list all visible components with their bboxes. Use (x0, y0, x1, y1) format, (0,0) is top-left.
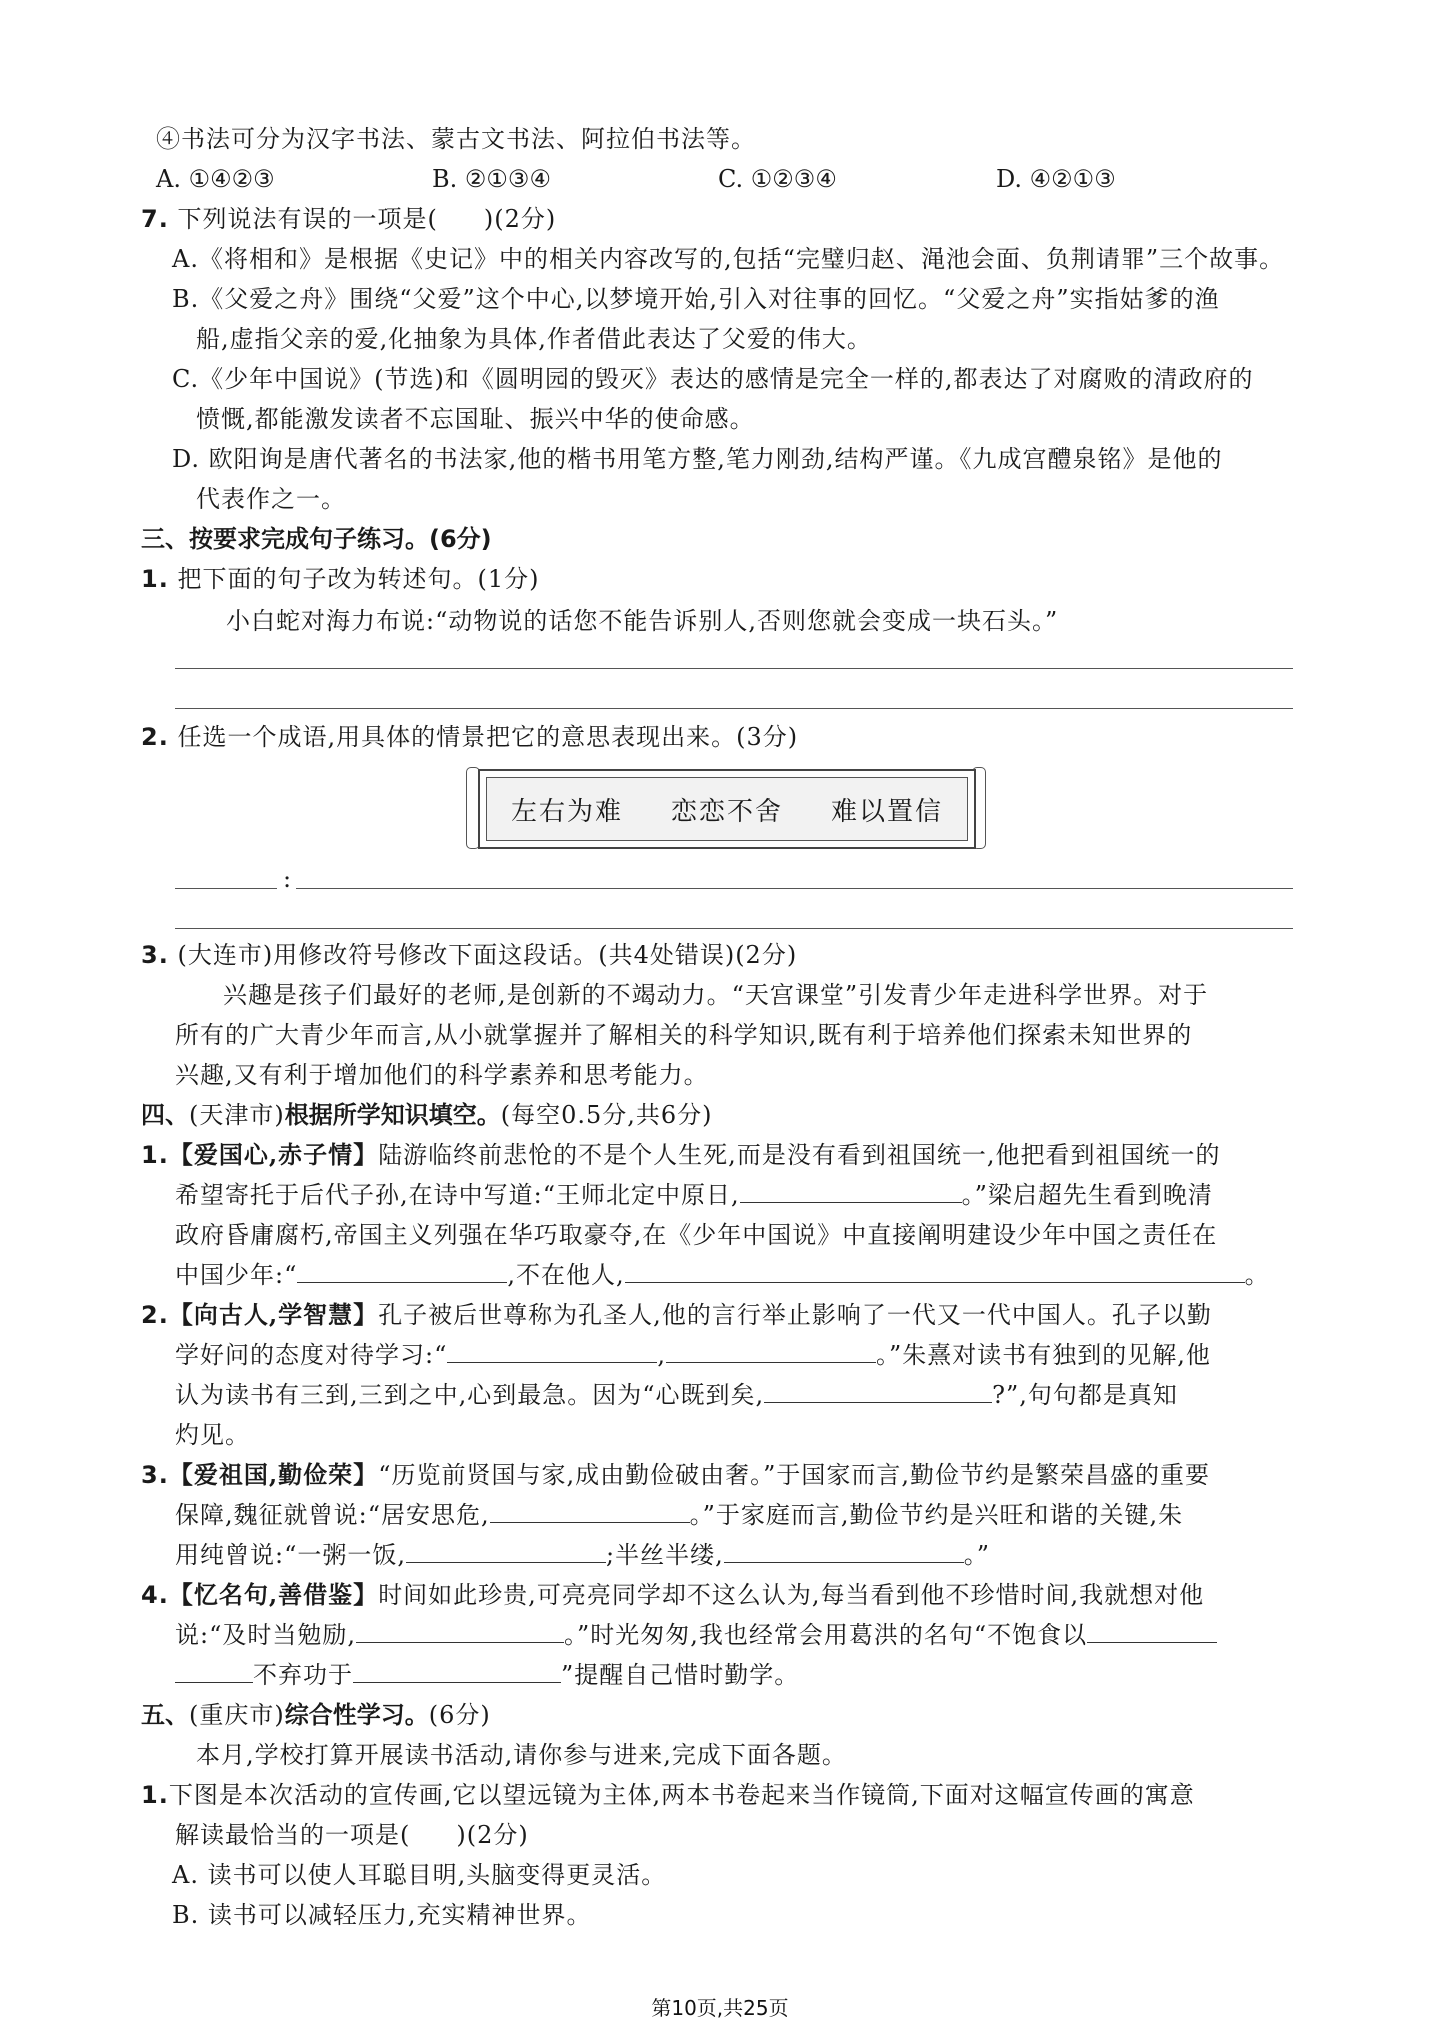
s4-q2-l3a: 认为读书有三到,三到之中,心到最急。因为“心既到矣, (175, 1381, 765, 1409)
s3-q3-para-2: 所有的广大青少年而言,从小就掌握并了解相关的科学知识,既有利于培养他们探索未知世界的 (175, 1021, 1193, 1049)
fill-blank[interactable] (447, 1340, 657, 1363)
s3-q3-text: 用修改符号修改下面这段话。(共4处错误)(2分) (273, 941, 798, 969)
colon: : (283, 865, 293, 893)
section-3-title: 三、按要求完成句子练习。(6分) (141, 525, 492, 553)
s4-q1-l4c: 。 (1244, 1261, 1270, 1289)
s5-q1-l2b: )(2分) (456, 1821, 529, 1849)
s4-q3-line3 (175, 1538, 990, 1572)
q7-stem (141, 202, 556, 236)
q7-option-a: A.《将相和》是根据《史记》中的相关内容改写的,包括“完璧归赵、渑池会面、负荆请罪”三个故事。 (172, 245, 1285, 273)
s4-q3-l2a: 保障,魏征就曾说:“居安思危, (175, 1501, 490, 1529)
s4-q4-text: 时间如此珍贵,可亮亮同学却不这么认为,每当看到他不珍惜时间,我就想对他 (378, 1581, 1205, 1609)
s4-title-prefix: 四、 (141, 1101, 189, 1129)
idiom-blank[interactable] (175, 888, 277, 889)
s4-q3-l3a: 用纯曾说:“一粥一饭, (175, 1541, 406, 1569)
fill-blank[interactable] (625, 1260, 1245, 1283)
s3-q1-number: 1. (141, 565, 169, 593)
s4-q2-l3b: ?”,句句都是真知 (992, 1381, 1178, 1409)
s5-title-city: (重庆市) (189, 1701, 285, 1729)
s4-q2-line3 (175, 1378, 1178, 1412)
answer-line[interactable] (175, 708, 1293, 709)
fill-blank[interactable] (764, 1380, 992, 1403)
s4-q4-line1 (141, 1578, 1204, 1612)
s4-q4-number: 4. (141, 1581, 169, 1609)
q7-number: 7. (141, 205, 169, 233)
fill-blank[interactable] (490, 1500, 690, 1523)
s4-title-city: (天津市) (189, 1101, 285, 1129)
scroll-frame (478, 769, 976, 849)
s4-q2-line4: 灼见。 (175, 1421, 250, 1449)
q7-option-c-line1: C.《少年中国说》(节选)和《圆明园的毁灭》表达的感情是完全一样的,都表达了对腐败的清政府的 (172, 365, 1254, 393)
s5-q1-option-b: B. 读书可以减轻压力,充实精神世界。 (172, 1901, 592, 1929)
s4-q4-line2 (175, 1618, 1217, 1652)
answer-line[interactable] (175, 668, 1293, 669)
answer-line[interactable] (296, 888, 1293, 889)
s4-q3-line1 (141, 1458, 1210, 1492)
s4-q2-line1 (141, 1298, 1212, 1332)
s4-q3-tag: 【爱祖国,勤俭荣】 (168, 1460, 379, 1489)
fill-blank[interactable] (356, 1620, 564, 1643)
fill-blank[interactable] (297, 1260, 507, 1283)
s4-q2-text: 孔子被后世尊称为孔圣人,他的言行举止影响了一代又一代中国人。孔子以勤 (378, 1301, 1212, 1329)
s5-title-prefix: 五、 (141, 1701, 189, 1729)
option-d: D. ④②①③ (996, 165, 1116, 193)
idiom-list (486, 777, 968, 841)
s3-q3-city: (大连市) (177, 941, 274, 969)
option-b: B. ②①③④ (432, 165, 551, 193)
s5-q1-text: 下图是本次活动的宣传画,它以望远镜为主体,两本书卷起来当作镜筒,下面对这幅宣传画的寓意 (168, 1781, 1195, 1809)
s4-q1-l4a: 中国少年:“ (175, 1261, 298, 1289)
fill-blank[interactable] (406, 1540, 606, 1563)
fill-blank[interactable] (666, 1340, 876, 1363)
q7-option-b-line1: B.《父爱之舟》围绕“父爱”这个中心,以梦境开始,引入对往事的回忆。“父爱之舟”实指姑爹的渔 (172, 285, 1220, 313)
s5-q1-number: 1. (141, 1781, 169, 1809)
s4-q1-l2b: 。”梁启超先生看到晚清 (961, 1181, 1213, 1209)
q7-option-b-line2: 船,虚指父亲的爱,化抽象为具体,作者借此表达了父爱的伟大。 (196, 325, 872, 353)
s4-q1-line3: 政府昏庸腐朽,帝国主义列强在华巧取豪夺,在《少年中国说》中直接阐明建设少年中国之责任在 (175, 1221, 1218, 1249)
s3-q2 (141, 720, 798, 754)
s4-q2-number: 2. (141, 1301, 169, 1329)
fill-blank[interactable] (1087, 1620, 1217, 1643)
answer-line[interactable] (175, 928, 1293, 929)
s3-q2-number: 2. (141, 723, 169, 751)
s4-q3-number: 3. (141, 1461, 169, 1489)
s3-q3-para-1: 兴趣是孩子们最好的老师,是创新的不竭动力。“天宫课堂”引发青少年走进科学世界。对于 (223, 981, 1209, 1009)
s5-title-score: (6分) (428, 1701, 491, 1729)
s4-q4-l2b: 。”时光匆匆,我也经常会用葛洪的名句“不饱食以 (563, 1621, 1088, 1649)
s4-q4-l3a: 不弃功于 (253, 1661, 353, 1689)
s3-q3 (141, 938, 797, 972)
s5-q1-option-a: A. 读书可以使人耳聪目明,头脑变得更灵活。 (172, 1861, 667, 1889)
s3-q1-text: 把下面的句子改为转述句。(1分) (177, 565, 540, 593)
s4-q3-text: “历览前贤国与家,成由勤俭破由奢。”于国家而言,勤俭节约是繁荣昌盛的重要 (378, 1461, 1210, 1489)
s5-q1-l2a: 解读最恰当的一项是( (175, 1821, 411, 1849)
s3-q3-number: 3. (141, 941, 169, 969)
s4-q1-tag: 【爱国心,赤子情】 (168, 1140, 379, 1169)
s4-q4-l3b: ”提醒自己惜时勤学。 (561, 1661, 800, 1689)
q7-stem-end: )(2分) (483, 205, 557, 233)
s4-q3-line2 (175, 1498, 1183, 1532)
idiom-scroll (466, 767, 986, 847)
s4-q4-line3 (175, 1658, 799, 1692)
s4-q3-l3c: 。” (963, 1541, 990, 1569)
q7-option-c-line2: 愤慨,都能激发读者不忘国耻、振兴中华的使命感。 (196, 405, 755, 433)
s5-intro: 本月,学校打算开展读书活动,请你参与进来,完成下面各题。 (196, 1741, 847, 1769)
s4-q1-number: 1. (141, 1141, 169, 1169)
idiom-3: 难以置信 (830, 796, 943, 827)
fill-blank[interactable] (175, 1660, 253, 1683)
s4-q4-l2a: 说:“及时当勉励, (175, 1621, 356, 1649)
s3-q3-para-3: 兴趣,又有利于增加他们的科学素养和思考能力。 (175, 1061, 709, 1089)
s3-q1-sentence: 小白蛇对海力布说:“动物说的话您不能告诉别人,否则您就会变成一块石头。” (226, 607, 1059, 635)
s5-q1-line1 (141, 1778, 1195, 1812)
s4-q4-tag: 【忆名句,善借鉴】 (168, 1580, 379, 1609)
idiom-2: 恋恋不舍 (670, 796, 783, 827)
s3-q2-text: 任选一个成语,用具体的情景把它的意思表现出来。(3分) (177, 723, 799, 751)
s4-q2-l2c: 。”朱熹对读书有独到的见解,他 (876, 1341, 1211, 1369)
s4-q2-line2 (175, 1338, 1211, 1372)
s4-title-score: (每空0.5分,共6分) (500, 1101, 713, 1129)
section-4-title (141, 1098, 713, 1132)
option-a: A. ①④②③ (156, 165, 275, 193)
s4-q1-line2 (175, 1178, 1213, 1212)
q7-stem-text: 下列说法有误的一项是( (177, 205, 438, 233)
s4-title-main: 根据所学知识填空。 (284, 1101, 501, 1129)
s4-q3-l2b: 。”于家庭而言,勤俭节约是兴旺和谐的关键,朱 (689, 1501, 1184, 1529)
option-c: C. ①②③④ (718, 165, 837, 193)
fill-blank[interactable] (740, 1180, 962, 1203)
s4-q2-l2b: , (657, 1341, 666, 1369)
s4-q1-l4b: ,不在他人, (507, 1261, 625, 1289)
fill-blank[interactable] (724, 1540, 964, 1563)
q7-option-d-line1: D. 欧阳询是唐代著名的书法家,他的楷书用笔方整,笔力刚劲,结构严谨。《九成宫醴泉铭》是他的 (172, 445, 1223, 473)
s4-q1-line4 (175, 1258, 1270, 1292)
s5-title-main: 综合性学习。 (284, 1701, 429, 1729)
s4-q1-line1 (141, 1138, 1220, 1172)
section-5-title (141, 1698, 491, 1732)
s4-q1-l2a: 希望寄托于后代子孙,在诗中写道:“王师北定中原日, (175, 1181, 740, 1209)
s3-q1 (141, 562, 539, 596)
q7-option-d-line2: 代表作之一。 (196, 485, 346, 513)
item-4-text: ④书法可分为汉字书法、蒙古文书法、阿拉伯书法等。 (156, 125, 756, 153)
s4-q3-l3b: ;半丝半缕, (605, 1541, 724, 1569)
idiom-1: 左右为难 (510, 796, 623, 827)
s4-q1-text: 陆游临终前悲怆的不是个人生死,而是没有看到祖国统一,他把看到祖国统一的 (378, 1141, 1221, 1169)
s4-q2-l2a: 学好问的态度对待学习:“ (175, 1341, 448, 1369)
s5-q1-line2 (175, 1818, 529, 1852)
page-number-footer: 第10页,共25页 (651, 1996, 789, 2020)
fill-blank[interactable] (353, 1660, 561, 1683)
s4-q2-tag: 【向古人,学智慧】 (168, 1300, 379, 1329)
